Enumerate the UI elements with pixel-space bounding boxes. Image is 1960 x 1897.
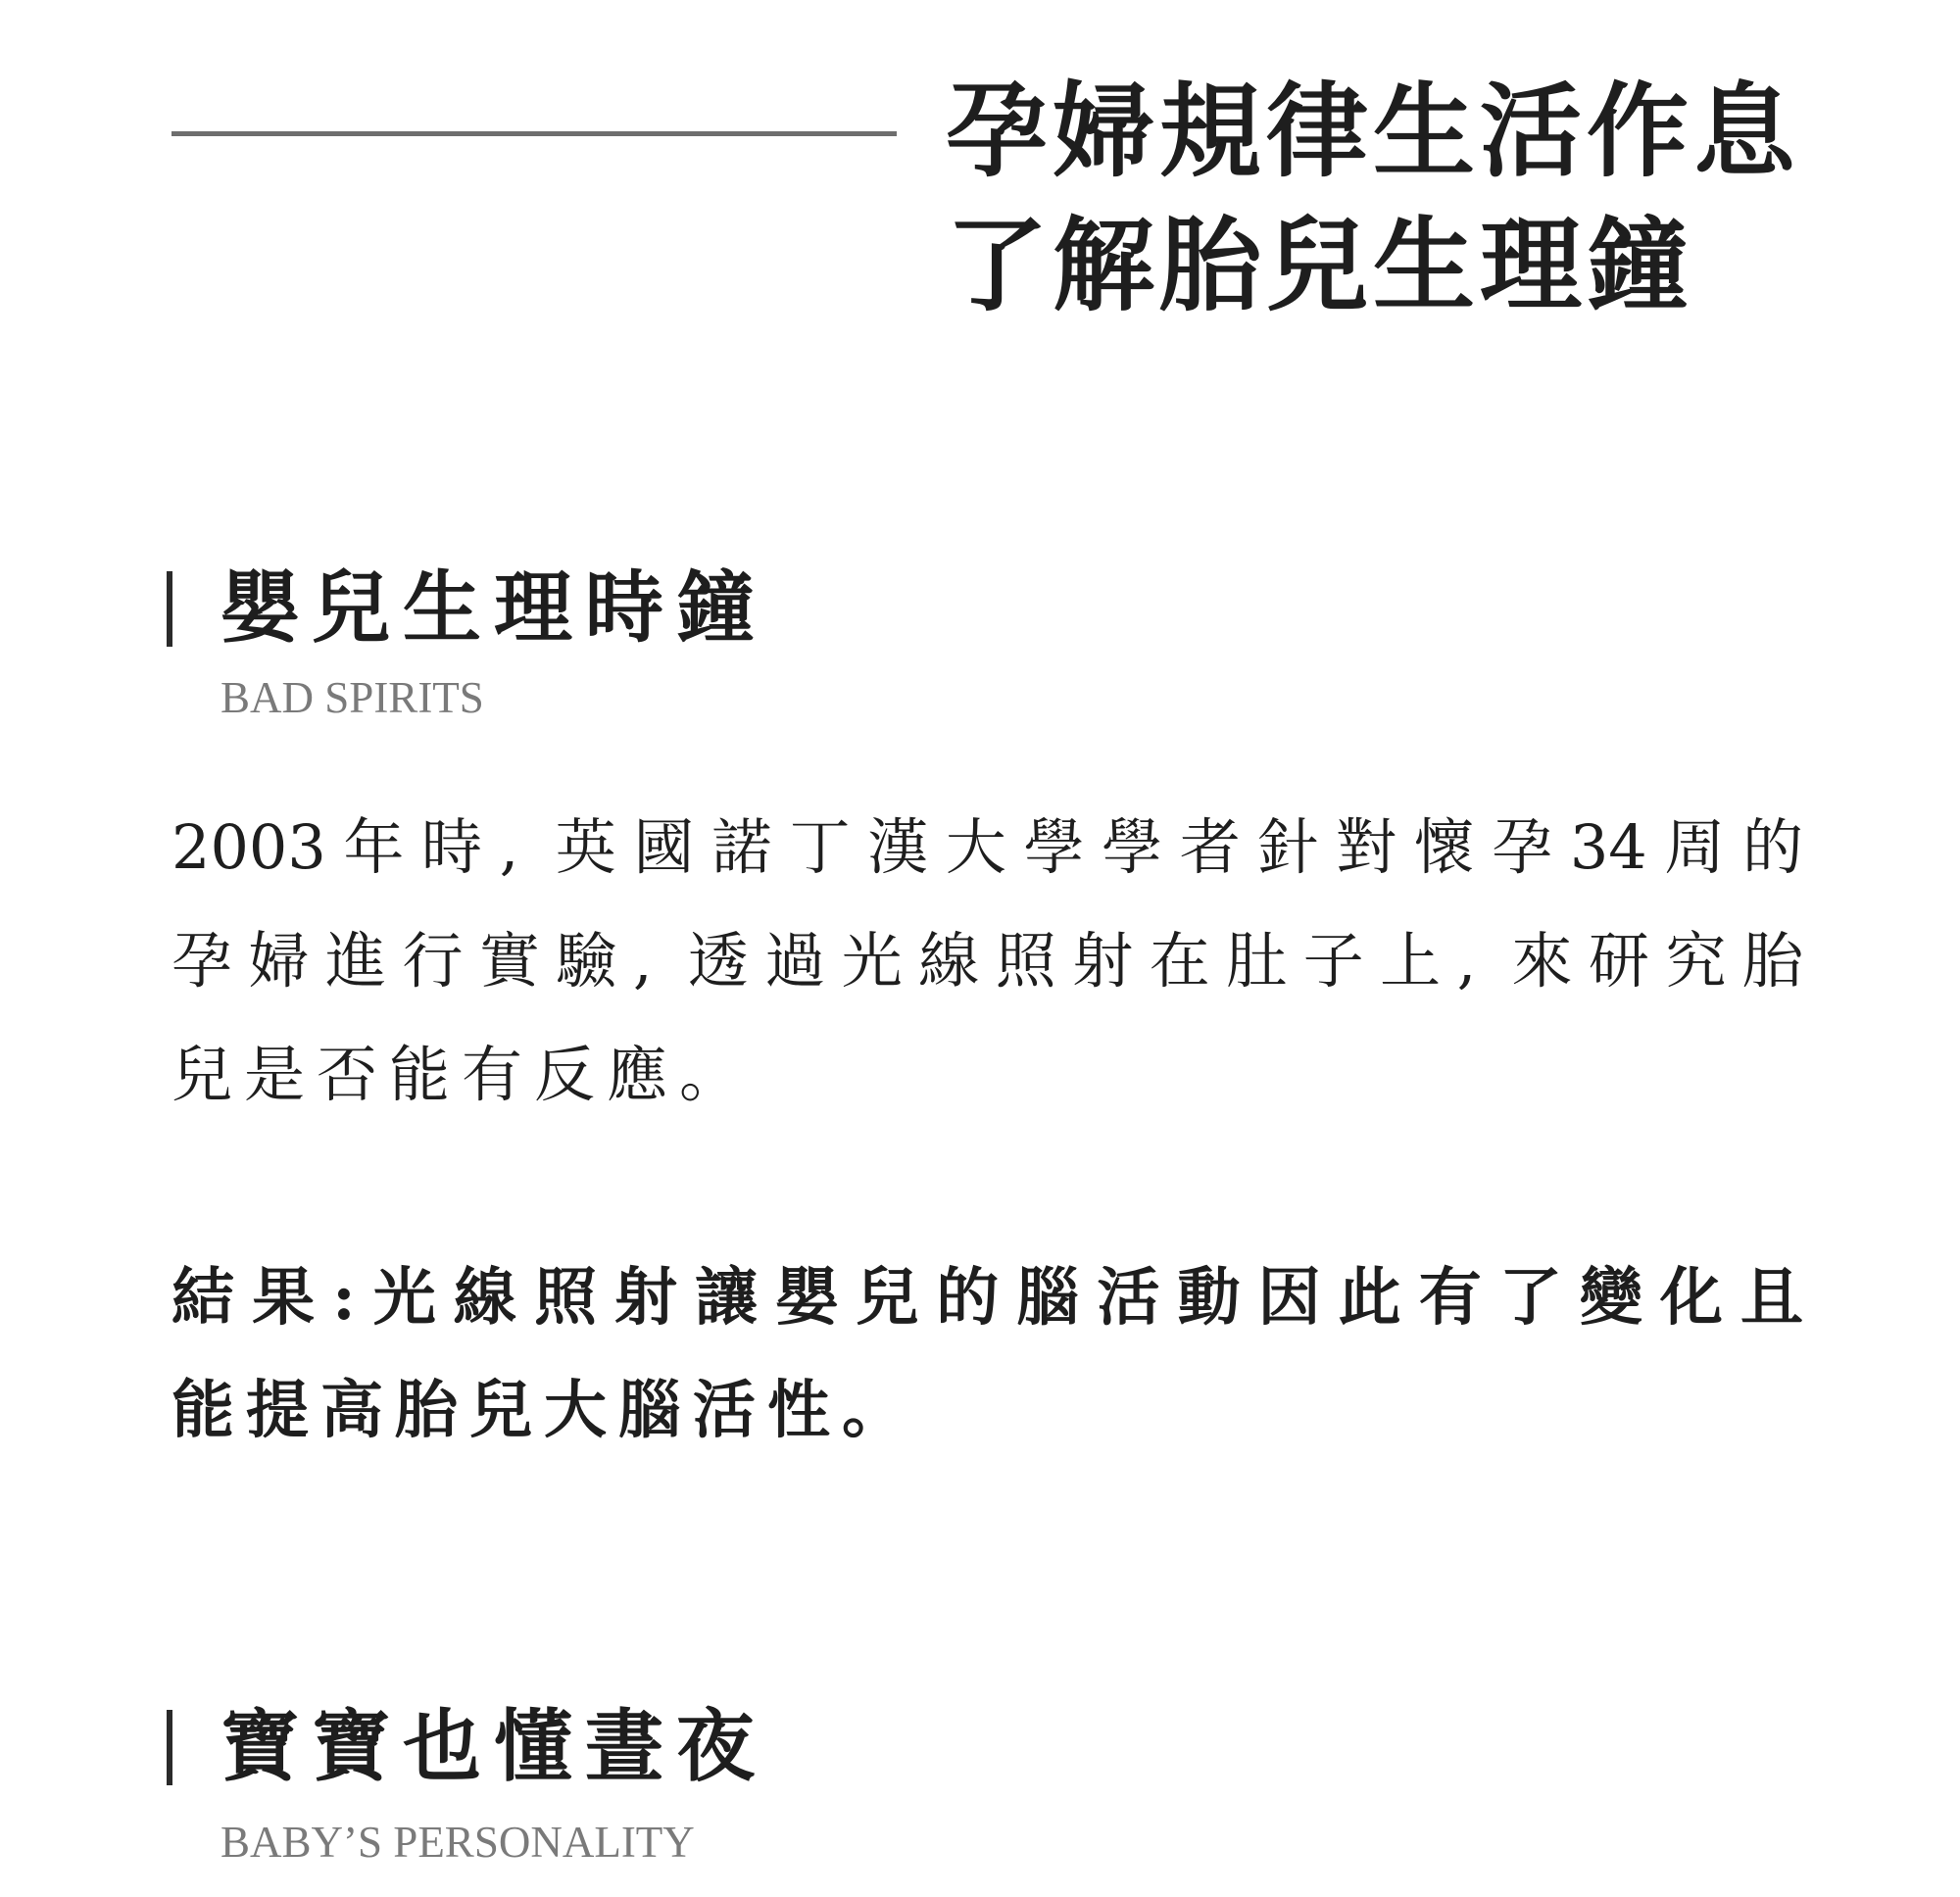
result-paragraph (172, 1241, 1803, 1467)
section-heading: 寶寶也懂晝夜 (220, 1700, 767, 1792)
section-heading-bar (167, 1710, 172, 1785)
header-divider-line (172, 131, 897, 136)
section-heading: 嬰兒生理時鐘 (220, 561, 767, 654)
paragraph-line: 2003年時, 英國諾丁漢大學學者針對懷孕34周的 (172, 811, 1803, 883)
section-subtitle: BAD SPIRITS (220, 673, 484, 722)
section-paragraph (172, 791, 1803, 1132)
section-subtitle: BABY’S PERSONALITY (220, 1818, 695, 1867)
page-title-line-2: 了解胎兒生理鐘 (946, 205, 1694, 325)
result-line: 結果:光線照射讓嬰兒的腦活動因此有了變化且 (172, 1261, 1803, 1335)
page-title-line-1: 孕婦規律生活作息 (946, 71, 1801, 191)
paragraph-line: 兒是否能有反應。 (172, 1039, 753, 1110)
section-heading-bar (167, 571, 172, 647)
result-line: 能提高胎兒大腦活性。 (172, 1374, 916, 1447)
paragraph-line: 孕婦進行實驗, 透過光線照射在肚子上, 來研究胎 (172, 925, 1803, 997)
page-title (946, 64, 1800, 332)
